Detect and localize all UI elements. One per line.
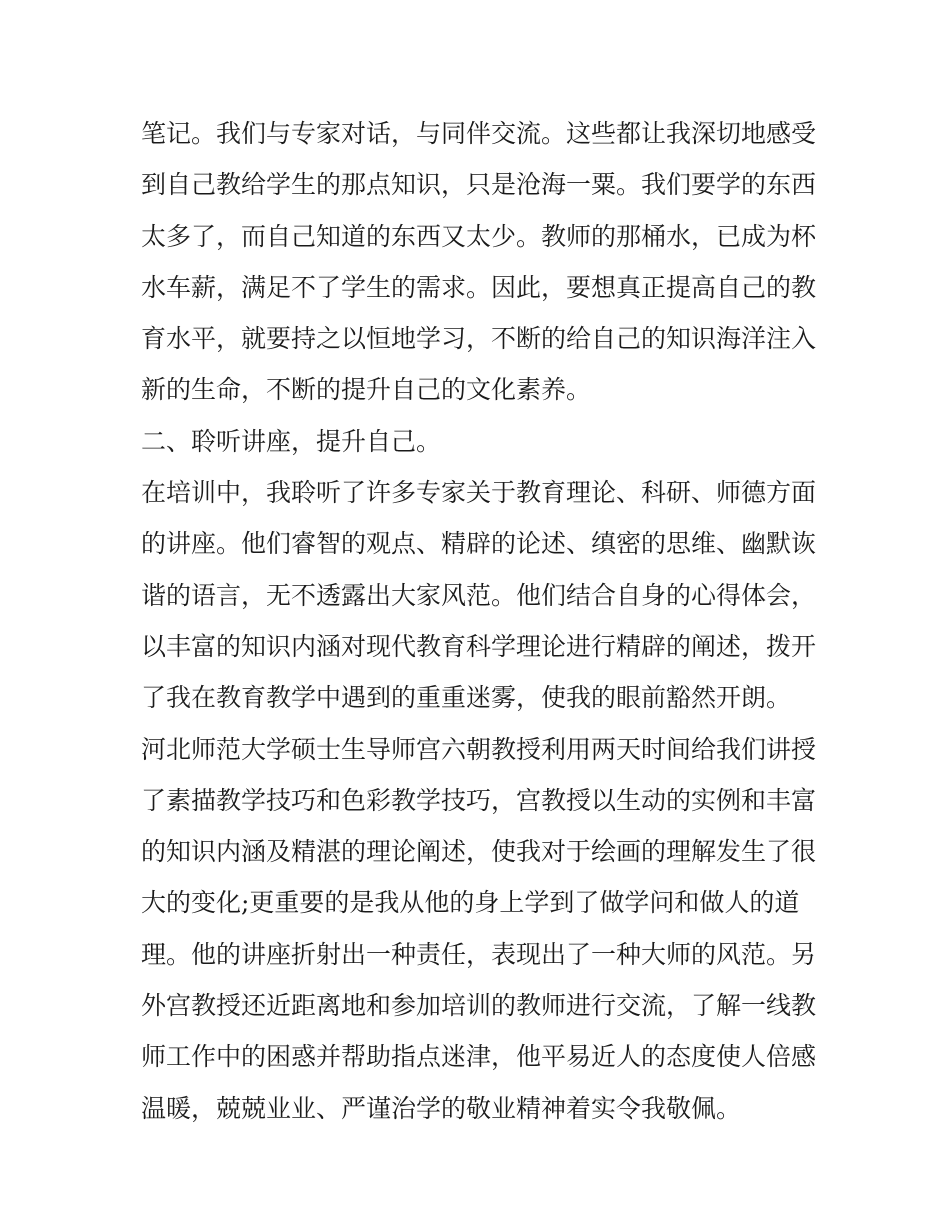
text-line: 理。他的讲座折射出一种责任，表现出了一种大师的风范。另: [141, 939, 817, 969]
text-line: 新的生命，不断的提升自己的文化素养。: [141, 375, 592, 405]
text-line: 以丰富的知识内涵对现代教育科学理论进行精辟的阐述，拨开: [141, 631, 817, 661]
text-line: 外宫教授还近距离地和参加培训的教师进行交流，了解一线教: [141, 991, 817, 1021]
text-line: 温暖，兢兢业业、严谨治学的敬业精神着实令我敬佩。: [141, 1093, 742, 1123]
section-heading: 二、聆听讲座，提升自己。: [141, 426, 442, 456]
text-line: 谐的语言，无不透露出大家风范。他们结合自身的心得体会，: [141, 580, 817, 610]
text-line: 的知识内涵及精湛的理论阐述，使我对于绘画的理解发生了很: [141, 837, 817, 867]
text-line: 河北师范大学硕士生导师宫六朝教授利用两天时间给我们讲授: [141, 734, 817, 764]
text-line: 到自己教给学生的那点知识，只是沧海一粟。我们要学的东西: [141, 170, 817, 200]
text-line: 育水平，就要持之以恒地学习，不断的给自己的知识海洋注入: [141, 324, 817, 354]
text-line: 笔记。我们与专家对话，与同伴交流。这些都让我深切地感受: [141, 119, 817, 148]
text-line: 太多了，而自己知道的东西又太少。教师的那桶水，已成为杯: [141, 221, 817, 251]
text-line: 水车薪，满足不了学生的需求。因此，要想真正提高自己的教: [141, 272, 817, 302]
text-line: 了素描教学技巧和色彩教学技巧，宫教授以生动的实例和丰富: [141, 785, 817, 815]
text-line: 了我在教育教学中遇到的重重迷雾，使我的眼前豁然开朗。: [141, 683, 792, 713]
text-line: 大的变化;更重要的是我从他的身上学到了做学问和做人的道: [141, 888, 800, 918]
text-line: 在培训中，我聆听了许多专家关于教育理论、科研、师德方面: [141, 478, 817, 508]
text-line: 师工作中的困惑并帮助指点迷津，他平易近人的态度使人倍感: [141, 1042, 817, 1072]
text-line: 的讲座。他们睿智的观点、精辟的论述、缜密的思维、幽默诙: [141, 529, 817, 559]
body-text: [141, 108, 821, 1134]
